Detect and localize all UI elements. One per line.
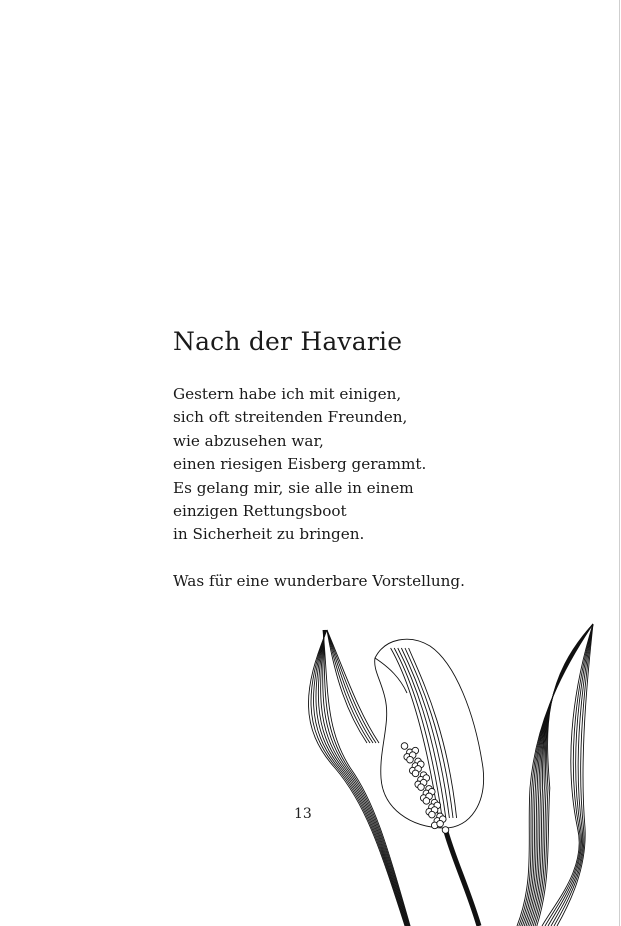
leaf-vein: [316, 630, 407, 926]
page-number: 13: [294, 806, 312, 822]
spadix-bead: [442, 827, 449, 834]
poem-line: sich oft streitenden Freunden,: [173, 408, 408, 427]
leaf-vein: [548, 624, 593, 926]
leaf-vein: [517, 624, 593, 926]
spadix-bead: [407, 756, 414, 763]
leaf-vein: [311, 630, 406, 926]
leaf-vein: [327, 630, 379, 743]
poem-line: wie abzusehen war,: [173, 431, 324, 450]
poem-line: Was für eine wunderbare Vorstellung.: [173, 572, 465, 590]
right-leaf: [517, 624, 593, 926]
poem-line: einen riesigen Eisberg gerammt.: [173, 455, 427, 474]
leaf-vein: [314, 630, 407, 926]
page-edge: [619, 0, 620, 926]
poem-title: Nach der Havarie: [173, 327, 403, 356]
poem-line: einzigen Rettungsboot: [173, 502, 347, 521]
poem-stanza-1: [173, 383, 426, 547]
poem-line: Es gelang mir, sie alle in einem: [173, 478, 414, 497]
lily-illustration: [295, 618, 600, 926]
stem: [445, 828, 479, 926]
leaf-vein: [323, 630, 410, 926]
spadix-bead: [423, 798, 430, 805]
spadix-bead: [429, 811, 436, 818]
poem-line: in Sicherheit zu bringen.: [173, 525, 365, 544]
poem-line: Gestern habe ich mit einigen,: [173, 385, 402, 403]
poem-stanza-2: [173, 570, 465, 593]
spadix-bead: [412, 770, 419, 777]
spadix-bead: [401, 743, 408, 750]
spadix-bead: [418, 784, 425, 791]
leaf-vein: [519, 624, 593, 926]
spadix-bead: [437, 820, 444, 827]
